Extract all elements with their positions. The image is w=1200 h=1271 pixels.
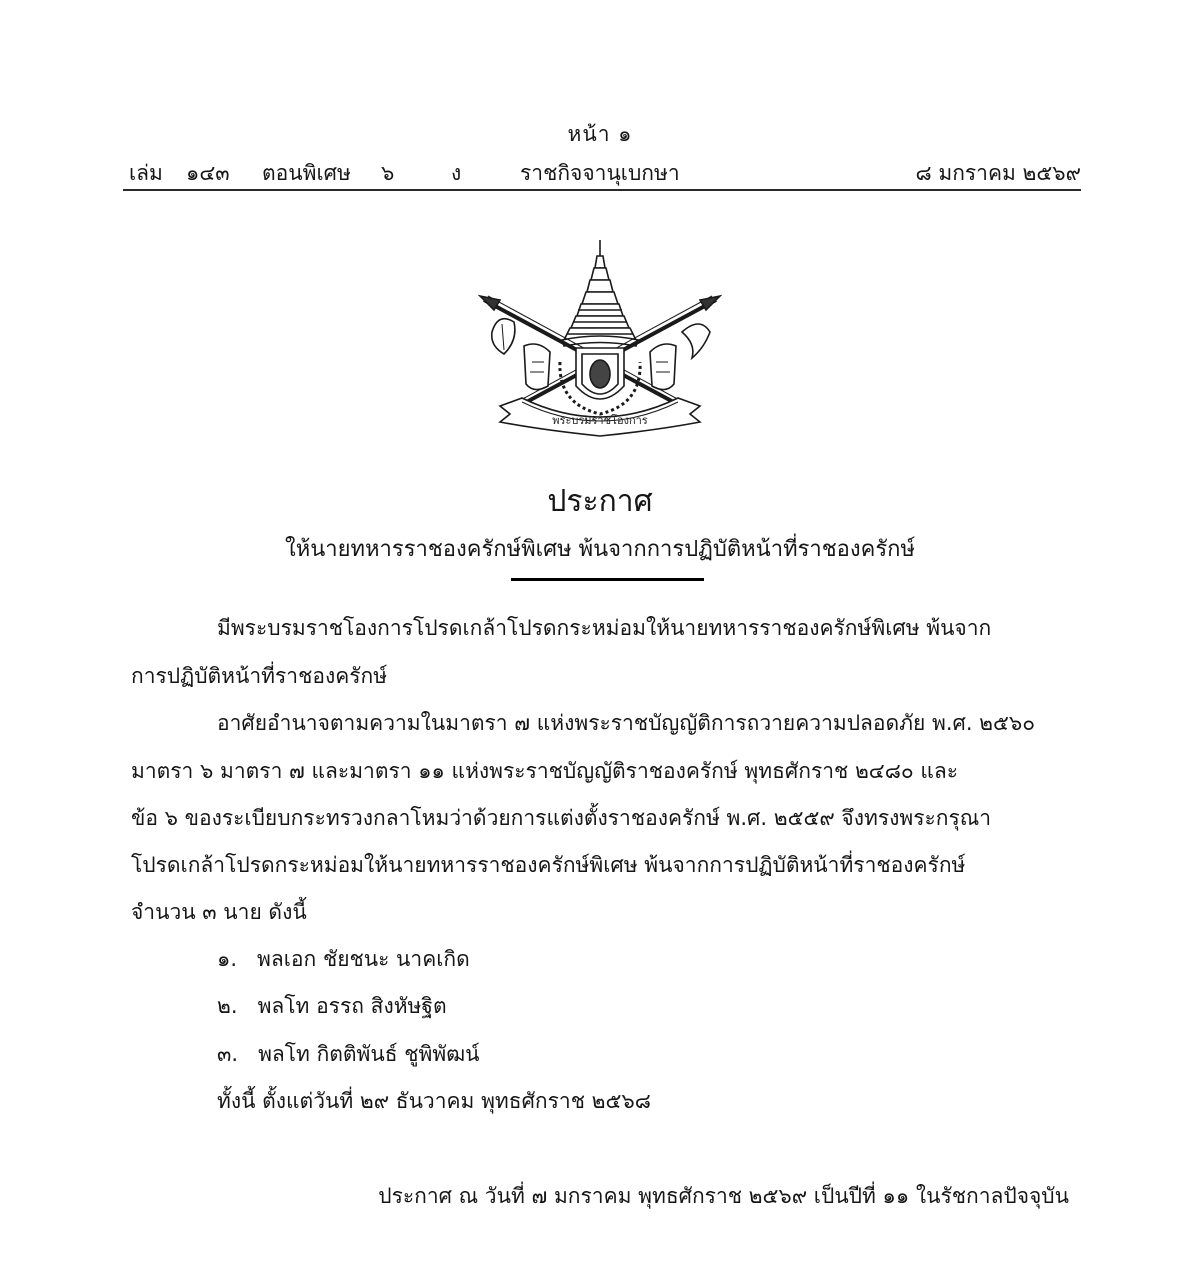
page-number: หน้า ๑ xyxy=(567,122,633,146)
officer-name: พลเอก ชัยชนะ นาคเกิด xyxy=(257,947,470,971)
paragraph-2-line-2: มาตรา ๖ มาตรา ๗ และมาตรา ๑๑ แห่งพระราชบัญญัติราชองครักษ์ พุทธศักราช ๒๔๘๐ และ xyxy=(131,759,959,783)
gazette-name: ราชกิจจานุเบกษา xyxy=(520,161,680,185)
officer-list-item xyxy=(217,942,470,976)
section-label: ตอนพิเศษ xyxy=(262,161,351,185)
volume-number: ๑๔๓ xyxy=(186,161,230,185)
gazette-date: ๘ มกราคม ๒๕๖๙ xyxy=(915,161,1081,185)
paragraph-1-line-2: การปฏิบัติหน้าที่ราชองครักษ์ xyxy=(131,664,388,688)
section-number: ๖ xyxy=(381,161,395,185)
gazette-category: ง xyxy=(451,161,462,185)
paragraph-2-line-3: ข้อ ๖ ของระเบียบกระทรวงกลาโหมว่าด้วยการแต่งตั้งราชองครักษ์ พ.ศ. ๒๕๕๙ จึงทรงพระกรุณา xyxy=(131,806,992,830)
announcement-date-line: ประกาศ ณ วันที่ ๗ มกราคม พุทธศักราช ๒๕๖๙ เป็นปีที่ ๑๑ ในรัชกาลปัจจุบัน xyxy=(378,1184,1069,1208)
volume-label: เล่ม xyxy=(129,161,163,185)
paragraph-1-line-1: มีพระบรมราชโองการโปรดเกล้าโปรดกระหม่อมให้นายทหารราชองครักษ์พิเศษ พ้นจาก xyxy=(217,616,992,640)
document-title: ประกาศ xyxy=(547,484,653,519)
paragraph-2-line-1: อาศัยอำนาจตามความในมาตรา ๗ แห่งพระราชบัญญัติการถวายความปลอดภัย พ.ศ. ๒๕๖๐ xyxy=(217,711,1036,735)
gazette-header xyxy=(123,157,1081,187)
paragraph-2-line-4: โปรดเกล้าโปรดกระหม่อมให้นายทหารราชองครักษ์พิเศษ พ้นจากการปฏิบัติหน้าที่ราชองครักษ์ xyxy=(131,853,966,877)
officer-list-item xyxy=(217,1037,480,1071)
officer-number: ๓. xyxy=(217,1042,239,1066)
effective-date: ทั้งนี้ ตั้งแต่วันที่ ๒๙ ธันวาคม พุทธศักราช ๒๕๖๘ xyxy=(217,1089,651,1113)
officer-name: พลโท อรรถ สิงหัษฐิต xyxy=(257,994,447,1018)
paragraph-2-line-5: จำนวน ๓ นาย ดังนี้ xyxy=(131,900,307,924)
title-divider xyxy=(511,578,704,581)
officer-number: ๑. xyxy=(217,947,238,971)
officer-name: พลโท กิตติพันธ์ ชูพิพัฒน์ xyxy=(258,1042,480,1066)
document-subtitle: ให้นายทหารราชองครักษ์พิเศษ พ้นจากการปฏิบัติหน้าที่ราชองครักษ์ xyxy=(285,537,915,562)
emblem-banner-text: พระบรมราชโองการ xyxy=(552,414,648,427)
officer-number: ๒. xyxy=(217,994,238,1018)
royal-emblem-icon xyxy=(478,236,722,441)
header-divider xyxy=(123,189,1081,191)
officer-list-item xyxy=(217,989,447,1023)
